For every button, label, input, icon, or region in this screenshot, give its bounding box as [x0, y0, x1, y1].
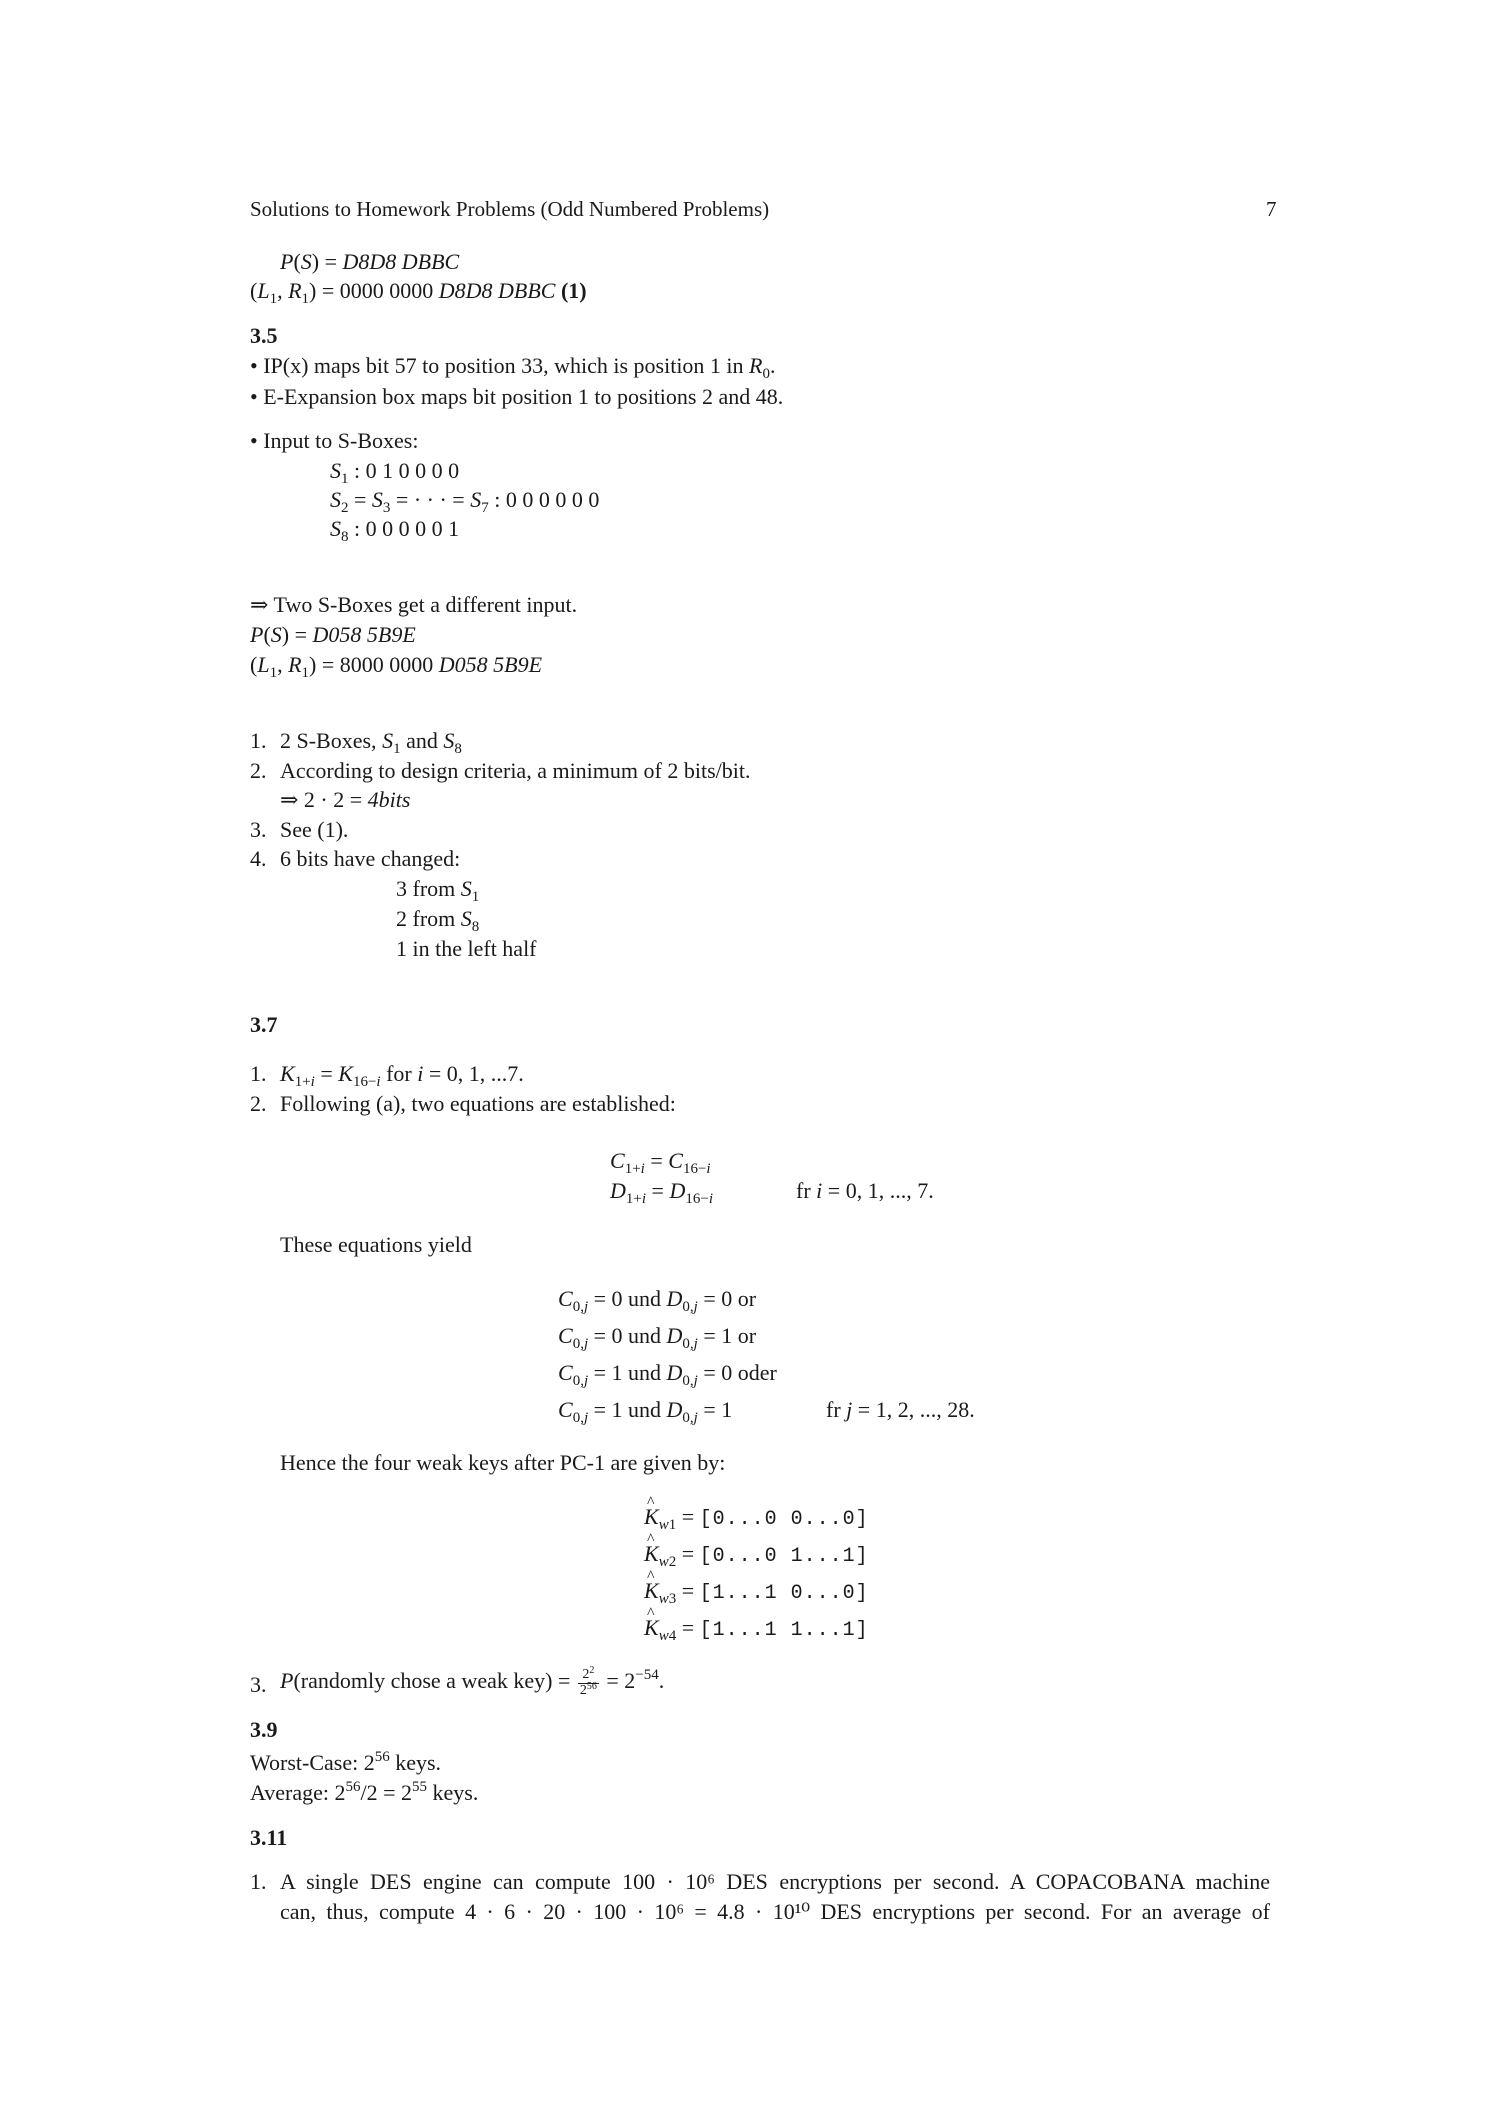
list-number: 2.	[250, 758, 267, 783]
l1r1-equation-2: ($L_1$, $R_1) = 8000$ 0000 D058 5B9E	[250, 652, 543, 681]
list-number: 3.	[250, 817, 267, 842]
average-text: Average: 2	[250, 1780, 346, 1805]
condition-text: = 1	[697, 1397, 733, 1422]
ps-value-2: D058 5B9E	[312, 622, 416, 647]
condition-line: $C_{0,j} = 0$ und $D_{0,j} = 0$ or	[558, 1286, 757, 1315]
worst-case-text: Worst-Case: 2	[250, 1750, 375, 1775]
worst-case-text: keys.	[389, 1750, 442, 1775]
l1r1-equation: ($L_1$, $R_1) = 0000$ 0000 D8D8 DBBC (1)	[250, 278, 587, 307]
weak-key-2: ^ $K_{w2} = [0...0$ 1...1]	[644, 1543, 869, 1567]
list-number: 2.	[250, 1091, 267, 1116]
weak-key-value: [1...1 1...1]	[699, 1619, 869, 1642]
bits-result: 4bits	[367, 787, 411, 812]
condition-text: = 1 or	[697, 1323, 757, 1348]
condition-line: $C_{0,j} = 0$ und $D_{0,j} = 1$ or	[558, 1323, 757, 1352]
list-number: 1.	[250, 1061, 267, 1086]
changed-bits-line: 2 from $S_8$	[396, 906, 480, 935]
weak-key-1: ^ $K_{w1} = [0...0$ 0...0]	[644, 1506, 869, 1530]
list-number: 4.	[250, 846, 267, 871]
condition-text: = 0 or	[697, 1286, 757, 1311]
bullet-input-sboxes: • Input to S-Boxes:	[250, 428, 419, 453]
eq-tag: (1)	[560, 278, 587, 303]
weak-key-3: ^ $K_{w3} = [1...1$ 0...0]	[644, 1580, 869, 1604]
section-heading-3-7: 3.7	[250, 1012, 278, 1037]
equation-c: $C_{1+i} = C_{16-i}$	[610, 1148, 711, 1177]
condition-range: fr j = 1, 2, ..., 28.	[826, 1397, 975, 1422]
bullet-ip-text: • IP(x) maps bit 57 to position 33, which is position 1 in	[250, 353, 750, 378]
weak-key-probability: P(randomly chose a weak key) = $\frac{2^2}{2^{56}}$ = $2^{-54}$.	[280, 1665, 665, 1698]
running-header: Solutions to Homework Problems (Odd Numbered Problems)	[250, 197, 770, 221]
ps-value: D8D8 DBBC	[342, 249, 460, 274]
worst-case: Worst-Case: $2^{56}$ keys.	[250, 1749, 442, 1775]
section-heading-3-11: 3.11	[250, 1825, 288, 1850]
condition-text: = 0 oder	[697, 1360, 777, 1385]
sbox8-input: $S_8$ : 0 0 0 0 0 1	[330, 516, 460, 545]
ps-equation: P(S) = D8D8 DBBC	[280, 249, 460, 274]
average-text: keys.	[427, 1780, 479, 1805]
list-item: 2 S-Boxes, $S_1$ and $S_8$	[280, 728, 462, 757]
sbox2-7-value: 0 0 0 0 0 0	[505, 487, 600, 512]
sbox8-value: 0 0 0 0 0 1	[365, 516, 460, 541]
condition-line: $C_{0,j} = 1$ und $D_{0,j} = 0$ oder	[558, 1360, 777, 1389]
list-item: $K_{1+i} = K_{16-i}$ for i = 0, 1, ...7.	[280, 1061, 524, 1090]
copacobana-line-1: A single DES engine can compute 100 · 10⁶ DES encryptions per second. A COPACOBANA machine	[280, 1869, 1270, 1894]
list-number: 1.	[250, 728, 267, 753]
range-text: = 1, 2, ..., 28.	[852, 1397, 975, 1422]
list-item-text: ⇒ 2 · 2 =	[280, 787, 368, 812]
average-case: Average: $2^{56}/2 = 2^{55}$ keys.	[250, 1779, 479, 1805]
l1r1-italic: D8D8 DBBC	[438, 278, 556, 303]
list-item-text: and	[400, 728, 444, 753]
list-item-text: 2 S-Boxes,	[280, 728, 383, 753]
list-item-text: = 0, 1, ...7.	[423, 1061, 524, 1086]
weak-key-4: ^ $K_{w4} = [1...1$ 1...1]	[644, 1617, 869, 1641]
changed-bits-line: 3 from $S_1$	[396, 876, 480, 905]
l1r1-plain: 0000 0000	[339, 278, 439, 303]
list-item-text: 2 from	[396, 906, 461, 931]
weak-key-value: [1...1 0...0]	[699, 1582, 869, 1605]
weak-key-value: [0...0 0...0]	[699, 1508, 869, 1531]
yield-text: These equations yield	[280, 1232, 472, 1257]
equation-d: $D_{1+i} = D_{16-i}$	[610, 1178, 713, 1207]
section-heading-3-5: 3.5	[250, 323, 278, 348]
section-heading-3-9: 3.9	[250, 1717, 278, 1742]
sbox1-value: 0 1 0 0 0 0	[365, 458, 460, 483]
hence-text: Hence the four weak keys after PC-1 are given by:	[280, 1450, 726, 1475]
sbox1-input: $S_1$ : 0 1 0 0 0 0	[330, 458, 460, 487]
changed-bits-line: 1 in the left half	[396, 936, 537, 961]
list-number: 1.	[250, 1869, 267, 1894]
page-number: 7	[1266, 197, 1277, 221]
equation-range: fr i = 0, 1, ..., 7.	[796, 1178, 934, 1203]
list-item: According to design criteria, a minimum of 2 bits/bit.	[280, 758, 751, 783]
two-sboxes-conclusion: ⇒ Two S-Boxes get a different input.	[250, 592, 578, 617]
weak-key-value: [0...0 1...1]	[699, 1545, 869, 1568]
sbox2-7-input: $S_2 = S_3$ = · · · = $S_7$ : 0 0 0 0 0 0	[330, 487, 600, 516]
l1r1-plain-2: 8000 0000	[339, 652, 439, 677]
list-item-sub	[280, 789, 410, 811]
bullet-ip: • IP(x) maps bit 57 to position 33, which is position 1 in $R_0$.	[250, 353, 776, 382]
bullet-expansion: • E-Expansion box maps bit position 1 to positions 2 and 48.	[250, 384, 784, 409]
condition-line: $C_{0,j} = 1$ und $D_{0,j} = 1$	[558, 1397, 733, 1426]
range-text: = 0, 1, ..., 7.	[822, 1178, 934, 1203]
probability-fraction: $\frac{2^2}{2^{56}}$	[579, 1665, 597, 1698]
list-item: Following (a), two equations are established:	[280, 1091, 676, 1116]
probability-text: (randomly chose a weak key) =	[293, 1668, 576, 1694]
ps-equation-2: P(S) = D058 5B9E	[250, 622, 416, 647]
list-item-text: 3 from	[396, 876, 461, 901]
l1r1-italic-2: D058 5B9E	[438, 652, 543, 677]
list-item: 6 bits have changed:	[280, 846, 461, 871]
list-item-text: for	[380, 1061, 418, 1086]
list-number: 3.	[250, 1672, 267, 1697]
copacobana-line-2: can, thus, compute 4 · 6 · 20 · 100 · 10⁶ = 4.8 · 10¹⁰ DES encryptions per second. For an average of	[280, 1899, 1270, 1924]
list-item: See (1).	[280, 817, 349, 842]
